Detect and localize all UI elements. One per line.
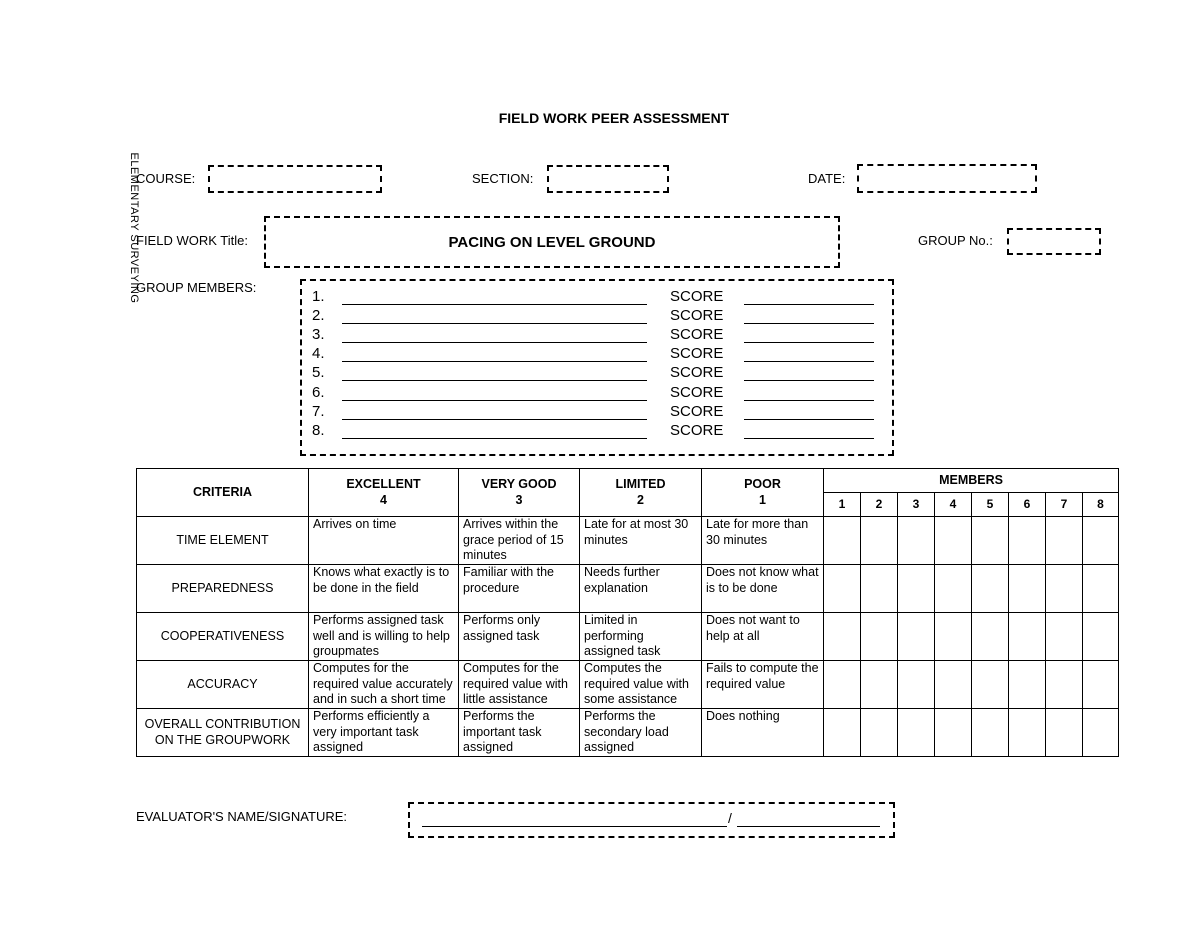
level-name: LIMITED xyxy=(615,477,666,491)
score-cell[interactable] xyxy=(1083,613,1119,661)
rubric-row xyxy=(137,613,1119,661)
member-name-line[interactable] xyxy=(342,400,647,401)
member-score-line[interactable] xyxy=(744,304,874,305)
member-column-header: 1 xyxy=(824,493,861,517)
score-cell[interactable] xyxy=(1046,613,1083,661)
section-field[interactable] xyxy=(547,165,669,193)
excellent-descriptor: Knows what exactly is to be done in the field xyxy=(309,565,459,613)
member-column-header: 2 xyxy=(861,493,898,517)
signature-separator: / xyxy=(728,810,732,826)
score-label: SCORE xyxy=(670,307,724,324)
very-good-descriptor: Performs the important task assigned xyxy=(459,709,580,757)
level-header-very-good xyxy=(459,469,580,517)
member-row xyxy=(302,403,892,422)
criterion-name: COOPERATIVENESS xyxy=(137,613,309,661)
rubric-row xyxy=(137,565,1119,613)
member-number: 5. xyxy=(312,364,325,381)
member-row xyxy=(302,422,892,441)
member-column-header: 4 xyxy=(935,493,972,517)
poor-descriptor: Fails to compute the required value xyxy=(702,661,824,709)
poor-descriptor: Late for more than 30 minutes xyxy=(702,517,824,565)
rubric-row xyxy=(137,661,1119,709)
date-label: DATE: xyxy=(808,171,846,186)
member-score-line[interactable] xyxy=(744,323,874,324)
rubric-table xyxy=(136,468,1119,757)
member-row xyxy=(302,384,892,403)
section-label: SECTION: xyxy=(472,171,534,186)
score-cell[interactable] xyxy=(1083,709,1119,757)
fieldwork-title-label: FIELD WORK Title: xyxy=(136,233,248,248)
member-name-line[interactable] xyxy=(342,419,647,420)
score-cell[interactable] xyxy=(972,613,1009,661)
score-cell[interactable] xyxy=(1083,517,1119,565)
score-cell[interactable] xyxy=(1083,565,1119,613)
member-name-line[interactable] xyxy=(342,380,647,381)
score-cell[interactable] xyxy=(1046,661,1083,709)
score-label: SCORE xyxy=(670,384,724,401)
limited-descriptor: Limited in performing assigned task xyxy=(580,613,702,661)
member-row xyxy=(302,307,892,326)
score-cell[interactable] xyxy=(898,565,935,613)
members-header: MEMBERS xyxy=(824,469,1119,493)
score-cell[interactable] xyxy=(935,613,972,661)
score-cell[interactable] xyxy=(861,565,898,613)
level-header-poor xyxy=(702,469,824,517)
member-column-header: 3 xyxy=(898,493,935,517)
member-number: 1. xyxy=(312,288,325,305)
score-cell[interactable] xyxy=(935,709,972,757)
score-cell[interactable] xyxy=(1009,565,1046,613)
group-number-label: GROUP No.: xyxy=(918,233,993,248)
score-cell[interactable] xyxy=(1009,709,1046,757)
excellent-descriptor: Computes for the required value accurately and in such a short time xyxy=(309,661,459,709)
very-good-descriptor: Arrives within the grace period of 15 minutes xyxy=(459,517,580,565)
score-cell[interactable] xyxy=(972,661,1009,709)
excellent-descriptor: Performs efficiently a very important task assigned xyxy=(309,709,459,757)
score-cell[interactable] xyxy=(1009,613,1046,661)
group-members-label: GROUP MEMBERS: xyxy=(136,280,257,295)
rubric-row xyxy=(137,709,1119,757)
level-points: 1 xyxy=(759,492,766,507)
evaluator-signature-field[interactable] xyxy=(408,802,895,838)
score-cell[interactable] xyxy=(1009,517,1046,565)
very-good-descriptor: Computes for the required value with little assistance xyxy=(459,661,580,709)
date-field[interactable] xyxy=(857,164,1037,193)
excellent-descriptor: Arrives on time xyxy=(309,517,459,565)
member-row xyxy=(302,288,892,307)
score-cell[interactable] xyxy=(824,661,861,709)
group-number-field[interactable] xyxy=(1007,228,1101,255)
level-points: 4 xyxy=(380,492,387,507)
criterion-name: ACCURACY xyxy=(137,661,309,709)
member-name-line[interactable] xyxy=(342,342,647,343)
member-name-line[interactable] xyxy=(342,361,647,362)
score-label: SCORE xyxy=(670,326,724,343)
course-field[interactable] xyxy=(208,165,382,193)
score-cell[interactable] xyxy=(861,517,898,565)
score-cell[interactable] xyxy=(1046,565,1083,613)
score-cell[interactable] xyxy=(861,661,898,709)
score-label: SCORE xyxy=(670,345,724,362)
score-cell[interactable] xyxy=(861,709,898,757)
level-header-excellent xyxy=(309,469,459,517)
score-cell[interactable] xyxy=(898,613,935,661)
score-cell[interactable] xyxy=(824,517,861,565)
member-name-line[interactable] xyxy=(342,304,647,305)
member-score-line[interactable] xyxy=(744,400,874,401)
member-number: 6. xyxy=(312,384,325,401)
score-cell[interactable] xyxy=(1009,661,1046,709)
score-cell[interactable] xyxy=(898,709,935,757)
score-cell[interactable] xyxy=(1046,517,1083,565)
member-score-line[interactable] xyxy=(744,380,874,381)
side-label: ELEMENTARY SURVEYING xyxy=(128,152,140,304)
score-cell[interactable] xyxy=(935,565,972,613)
poor-descriptor: Does not want to help at all xyxy=(702,613,824,661)
limited-descriptor: Performs the secondary load assigned xyxy=(580,709,702,757)
score-label: SCORE xyxy=(670,403,724,420)
member-number: 7. xyxy=(312,403,325,420)
score-cell[interactable] xyxy=(1083,661,1119,709)
course-label: COURSE: xyxy=(136,171,196,186)
score-cell[interactable] xyxy=(935,661,972,709)
score-label: SCORE xyxy=(670,422,724,439)
criterion-name: TIME ELEMENT xyxy=(137,517,309,565)
very-good-descriptor: Performs only assigned task xyxy=(459,613,580,661)
criterion-name: OVERALL CONTRIBUTION ON THE GROUPWORK xyxy=(137,709,309,757)
member-number: 2. xyxy=(312,307,325,324)
member-column-header: 5 xyxy=(972,493,1009,517)
excellent-descriptor: Performs assigned task well and is willing to help groupmates xyxy=(309,613,459,661)
very-good-descriptor: Familiar with the procedure xyxy=(459,565,580,613)
poor-descriptor: Does not know what is to be done xyxy=(702,565,824,613)
score-cell[interactable] xyxy=(935,517,972,565)
score-cell[interactable] xyxy=(972,517,1009,565)
member-row xyxy=(302,345,892,364)
rubric-row xyxy=(137,517,1119,565)
evaluator-name-line[interactable] xyxy=(422,826,727,827)
evaluator-signature-line[interactable] xyxy=(737,826,880,827)
fieldwork-title-value: PACING ON LEVEL GROUND xyxy=(448,233,656,251)
level-name: VERY GOOD xyxy=(481,477,557,491)
member-column-header: 6 xyxy=(1009,493,1046,517)
score-cell[interactable] xyxy=(824,613,861,661)
criterion-name: PREPAREDNESS xyxy=(137,565,309,613)
level-points: 3 xyxy=(515,492,523,507)
member-row xyxy=(302,364,892,383)
member-number: 3. xyxy=(312,326,325,343)
level-header-limited xyxy=(580,469,702,517)
score-cell[interactable] xyxy=(1046,709,1083,757)
member-score-line[interactable] xyxy=(744,419,874,420)
score-label: SCORE xyxy=(670,364,724,381)
level-points: 2 xyxy=(637,492,644,507)
score-cell[interactable] xyxy=(824,709,861,757)
score-cell[interactable] xyxy=(861,613,898,661)
limited-descriptor: Needs further explanation xyxy=(580,565,702,613)
member-name-line[interactable] xyxy=(342,323,647,324)
score-label: SCORE xyxy=(670,288,724,305)
page-title: FIELD WORK PEER ASSESSMENT xyxy=(498,110,730,126)
member-name-line[interactable] xyxy=(342,438,647,439)
member-score-line[interactable] xyxy=(744,438,874,439)
criteria-header: CRITERIA xyxy=(137,469,309,517)
member-number: 8. xyxy=(312,422,325,439)
score-cell[interactable] xyxy=(898,517,935,565)
score-cell[interactable] xyxy=(972,709,1009,757)
level-name: EXCELLENT xyxy=(346,477,421,491)
fieldwork-title-field[interactable] xyxy=(264,216,840,268)
member-column-header: 8 xyxy=(1083,493,1119,517)
level-name: POOR xyxy=(744,477,781,491)
poor-descriptor: Does nothing xyxy=(702,709,824,757)
limited-descriptor: Late for at most 30 minutes xyxy=(580,517,702,565)
member-number: 4. xyxy=(312,345,325,362)
member-score-line[interactable] xyxy=(744,342,874,343)
member-column-header: 7 xyxy=(1046,493,1083,517)
member-row xyxy=(302,326,892,345)
evaluator-label: EVALUATOR'S NAME/SIGNATURE: xyxy=(136,809,348,824)
member-score-line[interactable] xyxy=(744,361,874,362)
score-cell[interactable] xyxy=(824,565,861,613)
limited-descriptor: Computes the required value with some assistance xyxy=(580,661,702,709)
group-members-box xyxy=(300,279,894,456)
score-cell[interactable] xyxy=(898,661,935,709)
score-cell[interactable] xyxy=(972,565,1009,613)
